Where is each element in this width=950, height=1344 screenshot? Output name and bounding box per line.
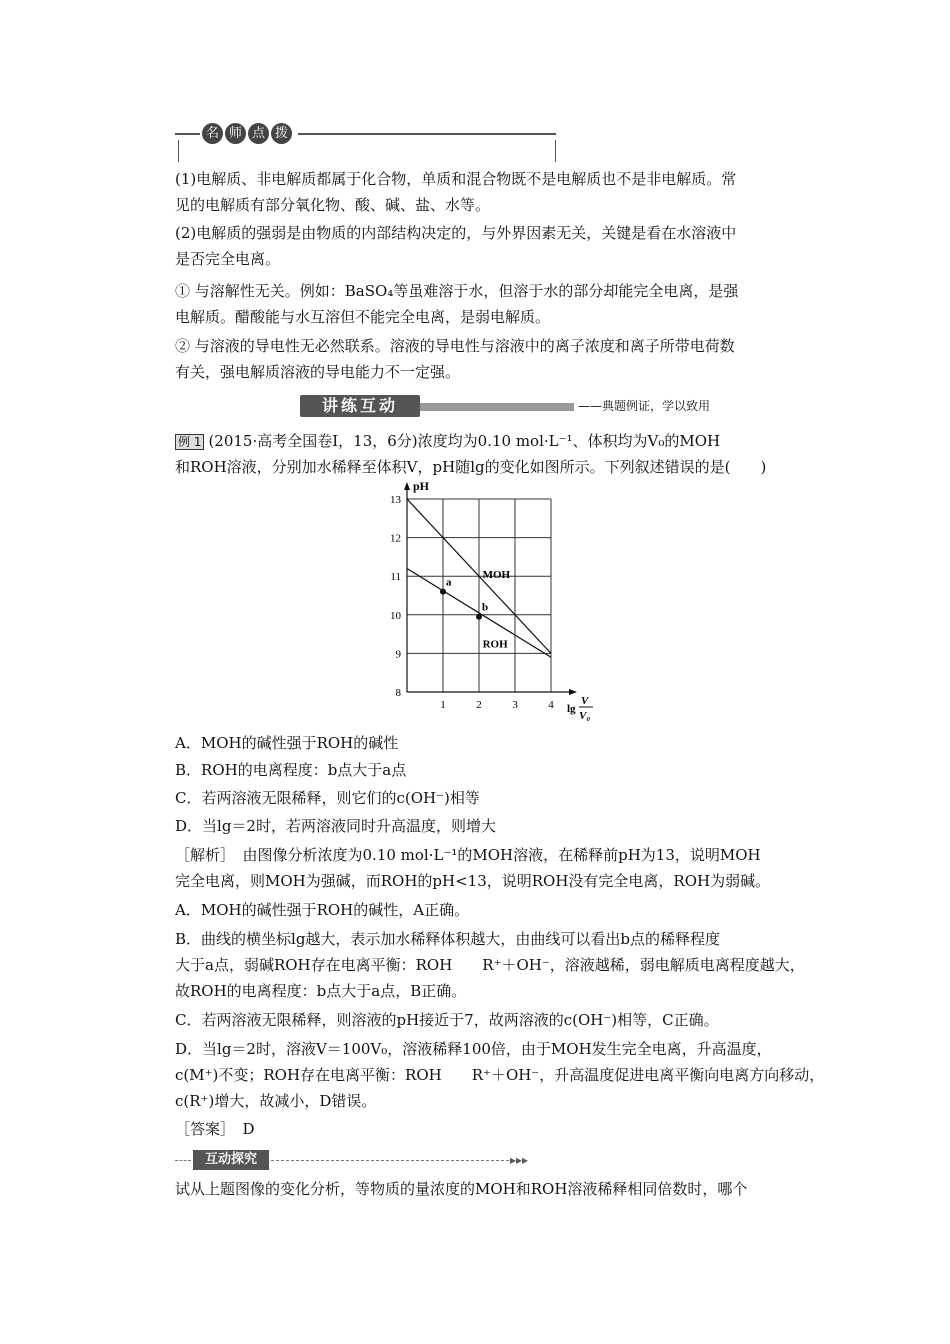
- option-c: C．若两溶液无限稀释，则它们的c(OH⁻)相等: [175, 789, 480, 807]
- option-a: A．MOH的碱性强于ROH的碱性: [175, 734, 399, 752]
- banner-title: 讲练互动: [300, 395, 420, 417]
- analysis-line: D．当lg＝2时，溶液V＝100V₀，溶液稀释100倍，由于MOH发生完全电离，升高温度，: [175, 1040, 772, 1058]
- tips-header-char: 师: [225, 123, 246, 144]
- arrow-icon: ▸▸▸: [510, 1153, 529, 1167]
- banner-subtitle: ——典题例证，学以致用: [574, 398, 710, 414]
- tips-paragraph-2a: (2)电解质的强弱是由物质的内部结构决定的，与外界因素无关，关键是看在水溶液中: [175, 224, 737, 242]
- example-line-2: 和ROH溶液，分别加水稀释至体积V，pH随lg的变化如图所示。下列叙述错误的是( ): [175, 458, 767, 476]
- ph-dilution-chart: [385, 478, 595, 728]
- analysis-line: 完全电离，则MOH为强碱，而ROH的pH<13，说明ROH没有完全电离，ROH为弱碱。: [175, 872, 771, 890]
- tips-header-char: 拨: [271, 123, 292, 144]
- y-tick-label: 12: [390, 532, 401, 545]
- data-point-b: [476, 614, 482, 620]
- y-tick-label: 9: [395, 648, 401, 661]
- option-b: B．ROH的电离程度：b点大于a点: [175, 761, 407, 779]
- y-tick-label: 13: [390, 494, 401, 506]
- tips-header-char: 名: [202, 123, 223, 144]
- series-label-moh: MOH: [482, 569, 511, 582]
- x-tick-label: 4: [548, 699, 554, 711]
- explore-header: [175, 1150, 555, 1170]
- tips-bracket-left: [178, 140, 179, 162]
- explore-title: 互动探究: [193, 1150, 269, 1170]
- option-d: D．当lg＝2时，若两溶液同时升高温度，则增大: [175, 817, 496, 835]
- answer-line: ［答案］ D: [175, 1120, 255, 1138]
- x-tick-label: 3: [512, 699, 518, 711]
- data-point-a: [440, 589, 446, 595]
- tips-header-rule-right: [298, 133, 556, 135]
- tips-header-label: [202, 123, 294, 145]
- analysis-line: ［解析］ 由图像分析浓度为0.10 mol·L⁻¹的MOH溶液，在稀释前pH为13，说明MOH: [175, 846, 761, 864]
- tips-bracket-right: [555, 140, 556, 162]
- analysis-line: C．若两溶液无限稀释，则溶液的pH接近于7，故两溶液的c(OH⁻)相等，C正确。: [175, 1011, 719, 1029]
- tips-paragraph-3b: 电解质。醋酸能与水互溶但不能完全电离，是弱电解质。: [175, 308, 551, 326]
- tips-paragraph-3a: ① 与溶解性无关。例如：BaSO₄等虽难溶于水，但溶于水的部分却能完全电离，是强: [175, 282, 739, 300]
- series-label-roh: ROH: [482, 638, 508, 651]
- example-line-1: [175, 429, 720, 453]
- analysis-line: A．MOH的碱性强于ROH的碱性，A正确。: [175, 901, 470, 919]
- section-banner: [300, 395, 710, 417]
- x-axis-label-lg: lg: [567, 703, 576, 715]
- explore-dash-left: [175, 1160, 191, 1161]
- tips-paragraph-2b: 是否完全电离。: [175, 250, 281, 268]
- analysis-line: 大于a点，弱碱ROH存在电离平衡：ROH R⁺＋OH⁻，溶液越稀，弱电解质电离程度越大，: [175, 956, 805, 974]
- data-point-label-b: b: [482, 601, 489, 614]
- x-tick-label: 1: [440, 699, 446, 711]
- explore-dash-right: [271, 1160, 509, 1161]
- y-tick-label: 10: [390, 609, 401, 622]
- explore-text: 试从上题图像的变化分析，等物质的量浓度的MOH和ROH溶液稀释相同倍数时，哪个: [175, 1180, 748, 1198]
- data-point-label-a: a: [446, 576, 452, 589]
- tips-paragraph-1a: (1)电解质、非电解质都属于化合物，单质和混合物既不是电解质也不是非电解质。常: [175, 170, 737, 188]
- x-axis-arrow-icon: [569, 689, 577, 695]
- y-axis-arrow-icon: [404, 482, 410, 490]
- x-tick-label: 2: [476, 699, 482, 711]
- analysis-line: B．曲线的横坐标lg越大，表示加水稀释体积越大，由曲线可以看出b点的稀释程度: [175, 930, 721, 948]
- y-axis-label: pH: [413, 479, 430, 493]
- tips-header-rule-left: [175, 133, 200, 135]
- y-tick-label: 11: [390, 571, 401, 584]
- tips-header-char: 点: [248, 123, 269, 144]
- analysis-line: c(M⁺)不变；ROH存在电离平衡：ROH R⁺＋OH⁻，升高温度促进电离平衡向电离方向移动，: [175, 1066, 825, 1084]
- analysis-line: 故ROH的电离程度：b点大于a点，B正确。: [175, 982, 467, 1000]
- analysis-line: c(R⁺)增大，故减小，D错误。: [175, 1092, 377, 1110]
- tips-paragraph-4b: 有关，强电解质溶液的导电能力不一定强。: [175, 363, 461, 381]
- tips-paragraph-1b: 见的电解质有部分氧化物、酸、碱、盐、水等。: [175, 196, 491, 214]
- tips-paragraph-4a: ② 与溶液的导电性无必然联系。溶液的导电性与溶液中的离子浓度和离子所带电荷数: [175, 337, 735, 355]
- example-stem-1: (2015·高考全国卷Ⅰ，13，6分)浓度均为0.10 mol·L⁻¹、体积均为V₀的MOH: [208, 432, 721, 450]
- example-tag: 例 1: [175, 434, 204, 450]
- x-axis-label-numerator: V: [581, 695, 589, 707]
- x-axis-label-denominator: V₀: [579, 710, 591, 722]
- y-tick-label: 8: [395, 687, 401, 699]
